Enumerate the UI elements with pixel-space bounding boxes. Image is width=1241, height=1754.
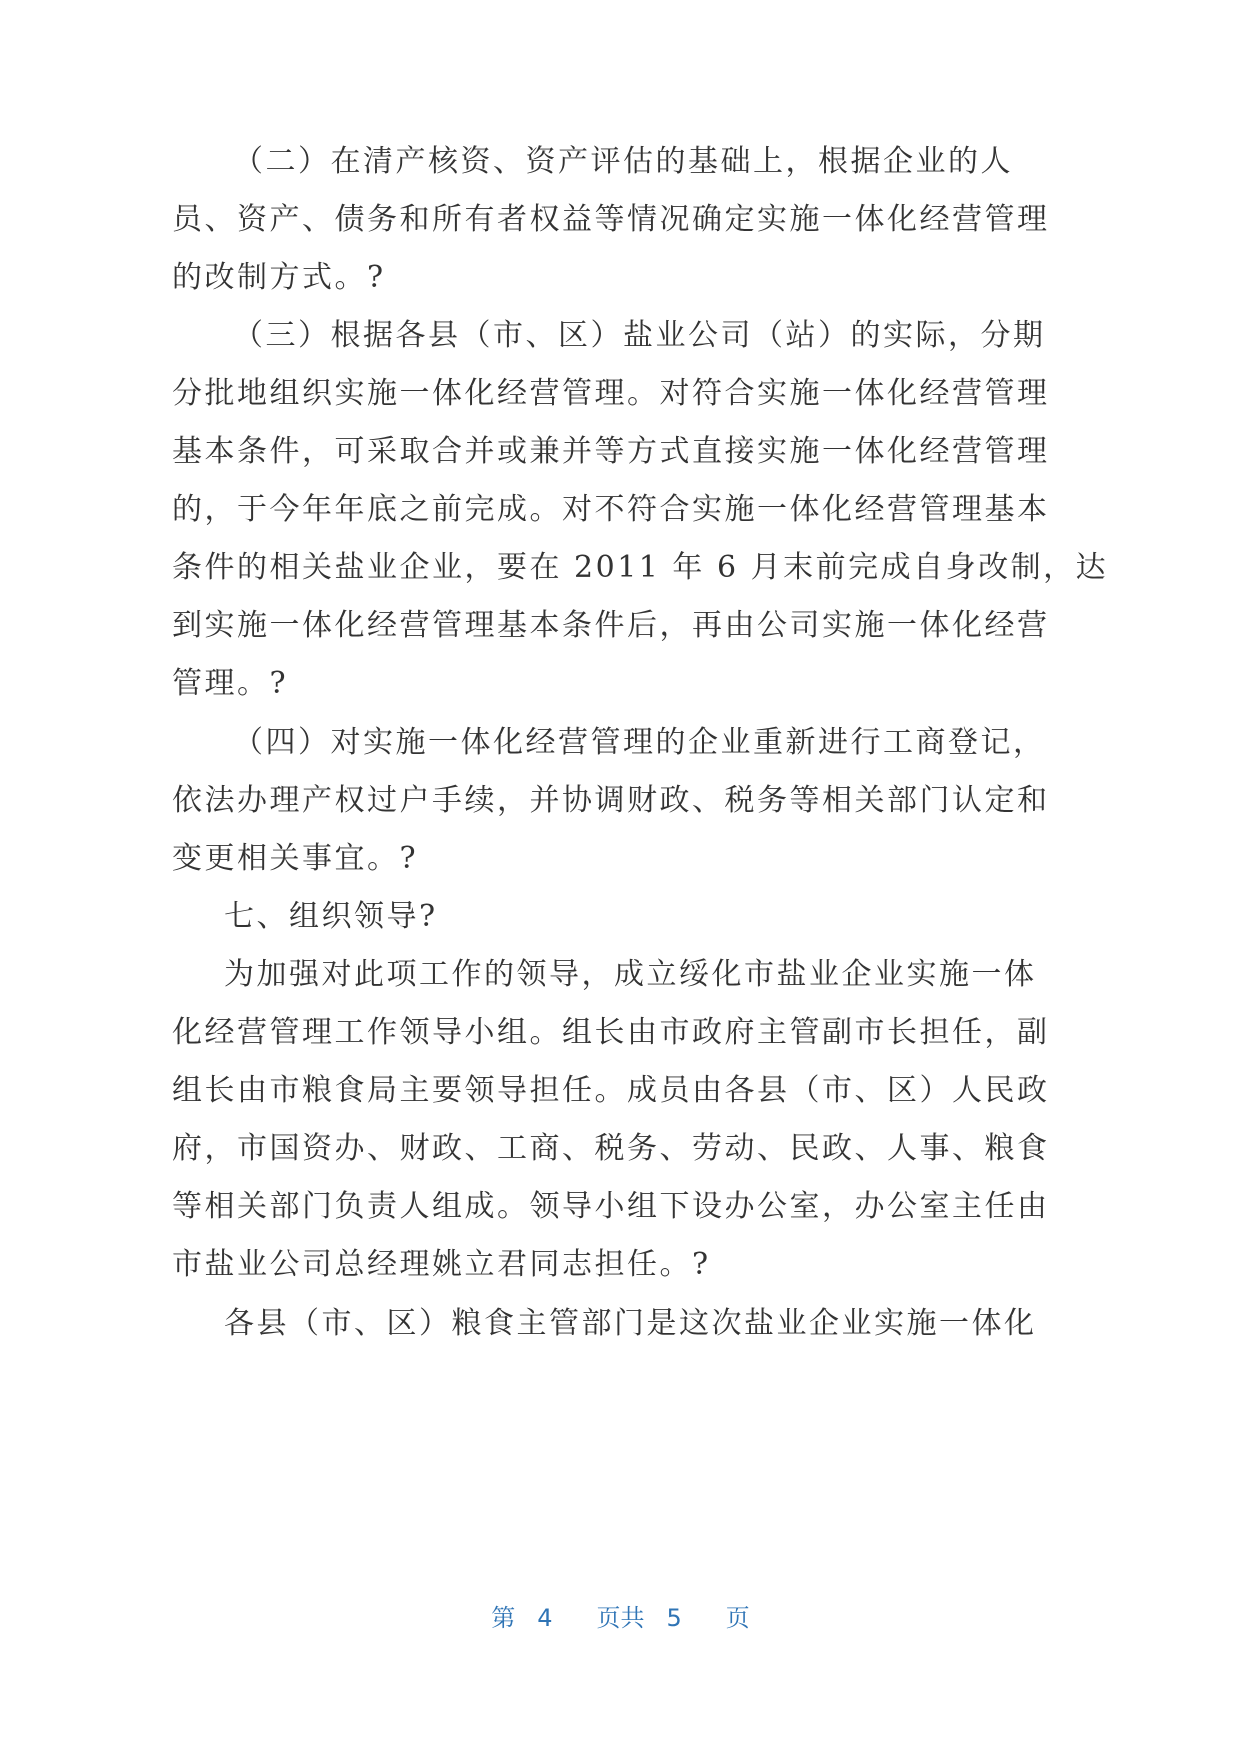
paragraph-line: 等相关部门负责人组成。领导小组下设办公室，办公室主任由 [172,1189,1050,1224]
paragraph-line: 到实施一体化经营管理基本条件后，再由公司实施一体化经营 [172,608,1050,643]
section-heading: 七、组织领导? [224,899,438,934]
paragraph-line: 员、资产、债务和所有者权益等情况确定实施一体化经营管理 [172,202,1050,237]
paragraph-line: （二）在清产核资、资产评估的基础上，根据企业的人 [233,144,1013,179]
paragraph-line: 各县（市、区）粮食主管部门是这次盐业企业实施一体化 [224,1306,1037,1341]
paragraph-line: 组长由市粮食局主要领导担任。成员由各县（市、区）人民政 [172,1073,1050,1108]
paragraph-line: 分批地组织实施一体化经营管理。对符合实施一体化经营管理 [172,376,1050,411]
current-page-number: 4 [537,1604,553,1632]
footer-prefix: 第 [491,1604,516,1632]
paragraph-line: 为加强对此项工作的领导，成立绥化市盐业企业实施一体 [224,957,1037,992]
total-pages-number: 5 [666,1604,682,1632]
paragraph-line: 府，市国资办、财政、工商、税务、劳动、民政、人事、粮食 [172,1131,1050,1166]
paragraph-line: 化经营管理工作领导小组。组长由市政府主管副市长担任，副 [172,1015,1050,1050]
paragraph-line: 的，于今年年底之前完成。对不符合实施一体化经营管理基本 [172,492,1050,527]
paragraph-line: 管理。? [172,666,289,701]
paragraph-line: 依法办理产权过户手续，并协调财政、税务等相关部门认定和 [172,783,1050,818]
paragraph-line: 市盐业公司总经理姚立君同志担任。? [172,1247,711,1282]
paragraph-line: （四）对实施一体化经营管理的企业重新进行工商登记， [233,725,1046,760]
paragraph-line: 的改制方式。? [172,260,386,295]
paragraph-line: （三）根据各县（市、区）盐业公司（站）的实际，分期 [233,318,1046,353]
page-footer [0,1602,1241,1634]
paragraph-line: 变更相关事宜。? [172,841,419,876]
paragraph-line: 条件的相关盐业企业，要在 2011 年 6 月末前完成自身改制，达 [172,550,1109,585]
paragraph-line: 基本条件，可采取合并或兼并等方式直接实施一体化经营管理 [172,434,1050,469]
footer-middle: 页共 [596,1604,645,1632]
footer-suffix: 页 [725,1604,750,1632]
